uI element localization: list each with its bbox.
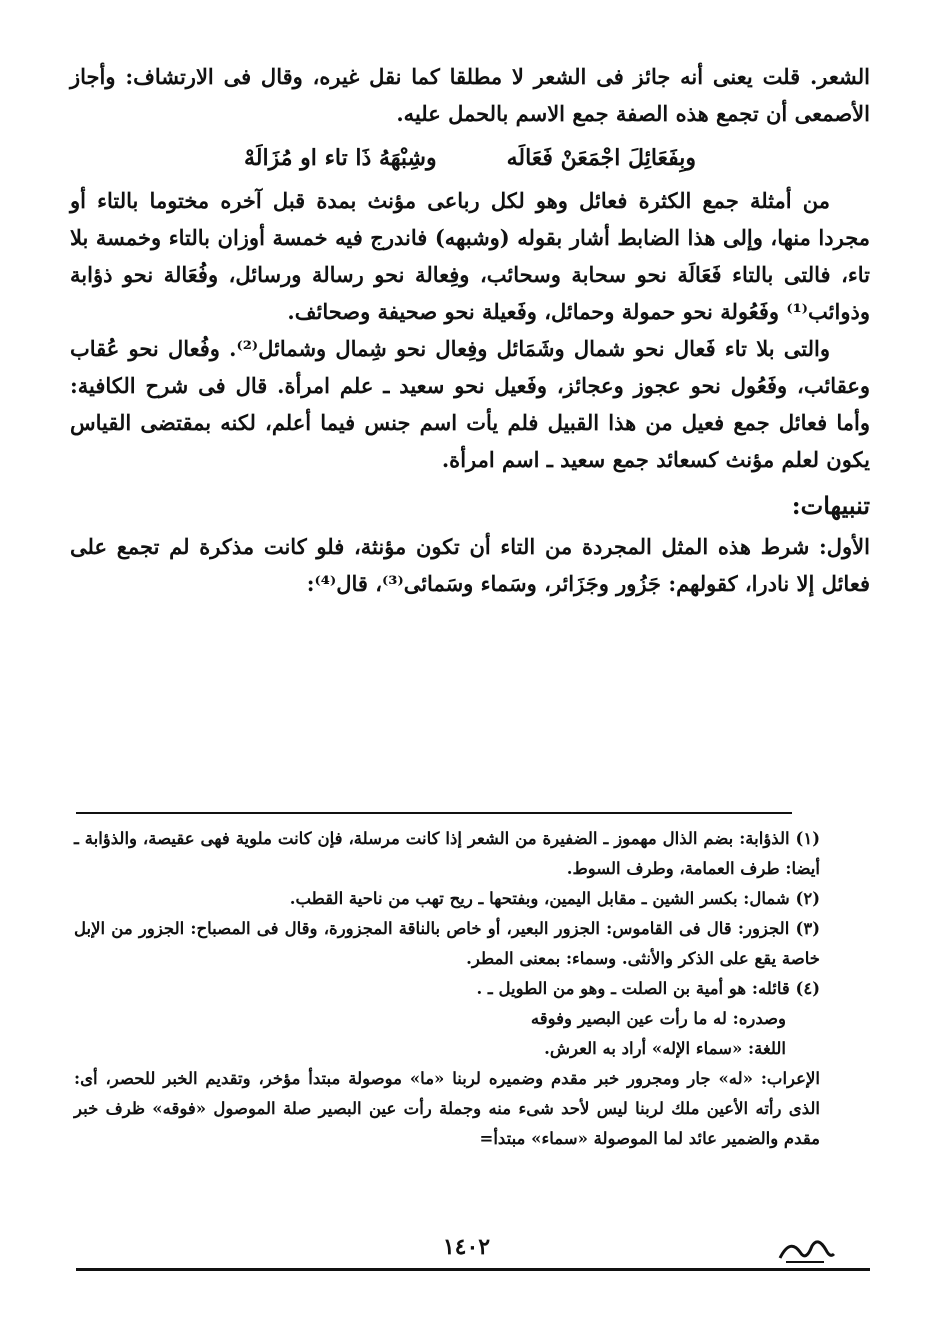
paragraph-without-ta: والتى بلا تاء فَعال نحو شمال وشَمَائل وفِعال نحو شِمال وشمائل⁽²⁾. وفُعال نحو عُقاب وعقائب، وفَعُول نحو عجوز وعجائز، وفَعيل نحو سعيد ـ علم امرأة. قال فى شرح الكافية: وأما فعائل جمع فعيل من هذا القبيل فلم يأت اسم جنس فيما أعلم، لكنه بمقتضى القياس يكون لعلم مؤنث كسعائد جمع سعيد ـ اسم امرأة. (70, 336, 870, 472)
verse-first-hemistich: وبِفَعَائِلَ اجْمَعَنْ فَعَالَه (506, 145, 697, 171)
footnote-4-sadr: وصدره: له ما رأت عين البصير وفوقه (530, 1009, 786, 1028)
section-heading: تنبيهات: (791, 491, 870, 520)
footnote-4-lugha: اللغة: «سماء الإله» أراد به العرش. (544, 1039, 786, 1058)
footnote-2: (٢) شمال: بكسر الشين ـ مقابل اليمين، وبفتحها ـ ريح تهب من ناحية القطب. (289, 889, 820, 908)
footnotes (74, 824, 820, 1154)
first-note-text: شرط هذه المثل المجردة من التاء أن تكون مؤنثة، فلو كانت مذكرة لم تجمع على فعائل إلا نادرا، كقولهم: جَزُور وجَزَائر، وسَماء وسَمائى⁽³⁾، قال⁽⁴⁾: (70, 534, 870, 596)
footer-rule (76, 1268, 870, 1271)
publisher-mark-icon (776, 1228, 836, 1268)
first-note-term: الأول: (819, 534, 870, 559)
paragraph-first-note (70, 528, 870, 602)
paragraph-explanation: من أمثلة جمع الكثرة فعائل وهو لكل رباعى مؤنث بمدة قبل آخره مختوما بالتاء أو مجردا منها، وإلى هذا الضابط أشار بقوله (وشبهه) فاندرج فيه خمسة أوزان بالتاء وخمسة بلا تاء، فالتى بالتاء فَعَالَة نحو سحابة وسحائب، وفِعالة نحو رسالة ورسائل، وفُعَالة نحو ذؤابة وذوائب⁽¹⁾ وفَعُولة نحو حمولة وحمائل، وفَعيلة نحو صحيفة وصحائف. (70, 188, 870, 324)
footnote-3: (٣) الجزور: قال فى القاموس: الجزور البعير، أو خاص بالناقة المجزورة، وقال فى المصباح: الجزور من الإبل خاصة يقع على الذكر والأنثى. وسماء: بمعنى المطر. (74, 919, 820, 968)
page-number: ١٤٠٢ (442, 1234, 491, 1260)
footnote-4-irab: الإعراب: «له» جار ومجرور خبر مقدم وضميره لربنا «ما» موصولة مبتدأ مؤخر، وتقديم الخبر للحصر، أى: الذى رأته الأعين ملك لربنا ليس لأحد شىء منه وجملة رأت عين البصير صلة الموصول «فوقه» ظرف خبر مقدم والضمير عائد لما الموصولة «سماء» مبتدأ= (74, 1069, 820, 1148)
footnote-4: (٤) قائله: هو أمية بن الصلت ـ وهو من الطويل ـ . (476, 979, 820, 998)
footnote-1: (١) الذؤابة: بضم الذال مهموز ـ الضفيرة من الشعر إذا كانت مرسلة، فإن كانت ملوية فهى عقيصة، والذؤابة ـ أيضا: طرف العمامة، وطرف السوط. (74, 829, 820, 878)
paragraph-continuation: الشعر. قلت يعنى أنه جائز فى الشعر لا مطلقا كما نقل غيره، وقال فى الارتشاف: وأجاز الأصمعى أن تجمع هذه الصفة جمع الاسم بالحمل عليه. (70, 64, 870, 126)
poem-verse (70, 138, 870, 178)
main-text (70, 58, 870, 602)
verse-second-hemistich: وشِبْهَهُ ذَا تاء او مُزَالَهْ (243, 145, 437, 171)
footnote-divider (76, 812, 792, 814)
